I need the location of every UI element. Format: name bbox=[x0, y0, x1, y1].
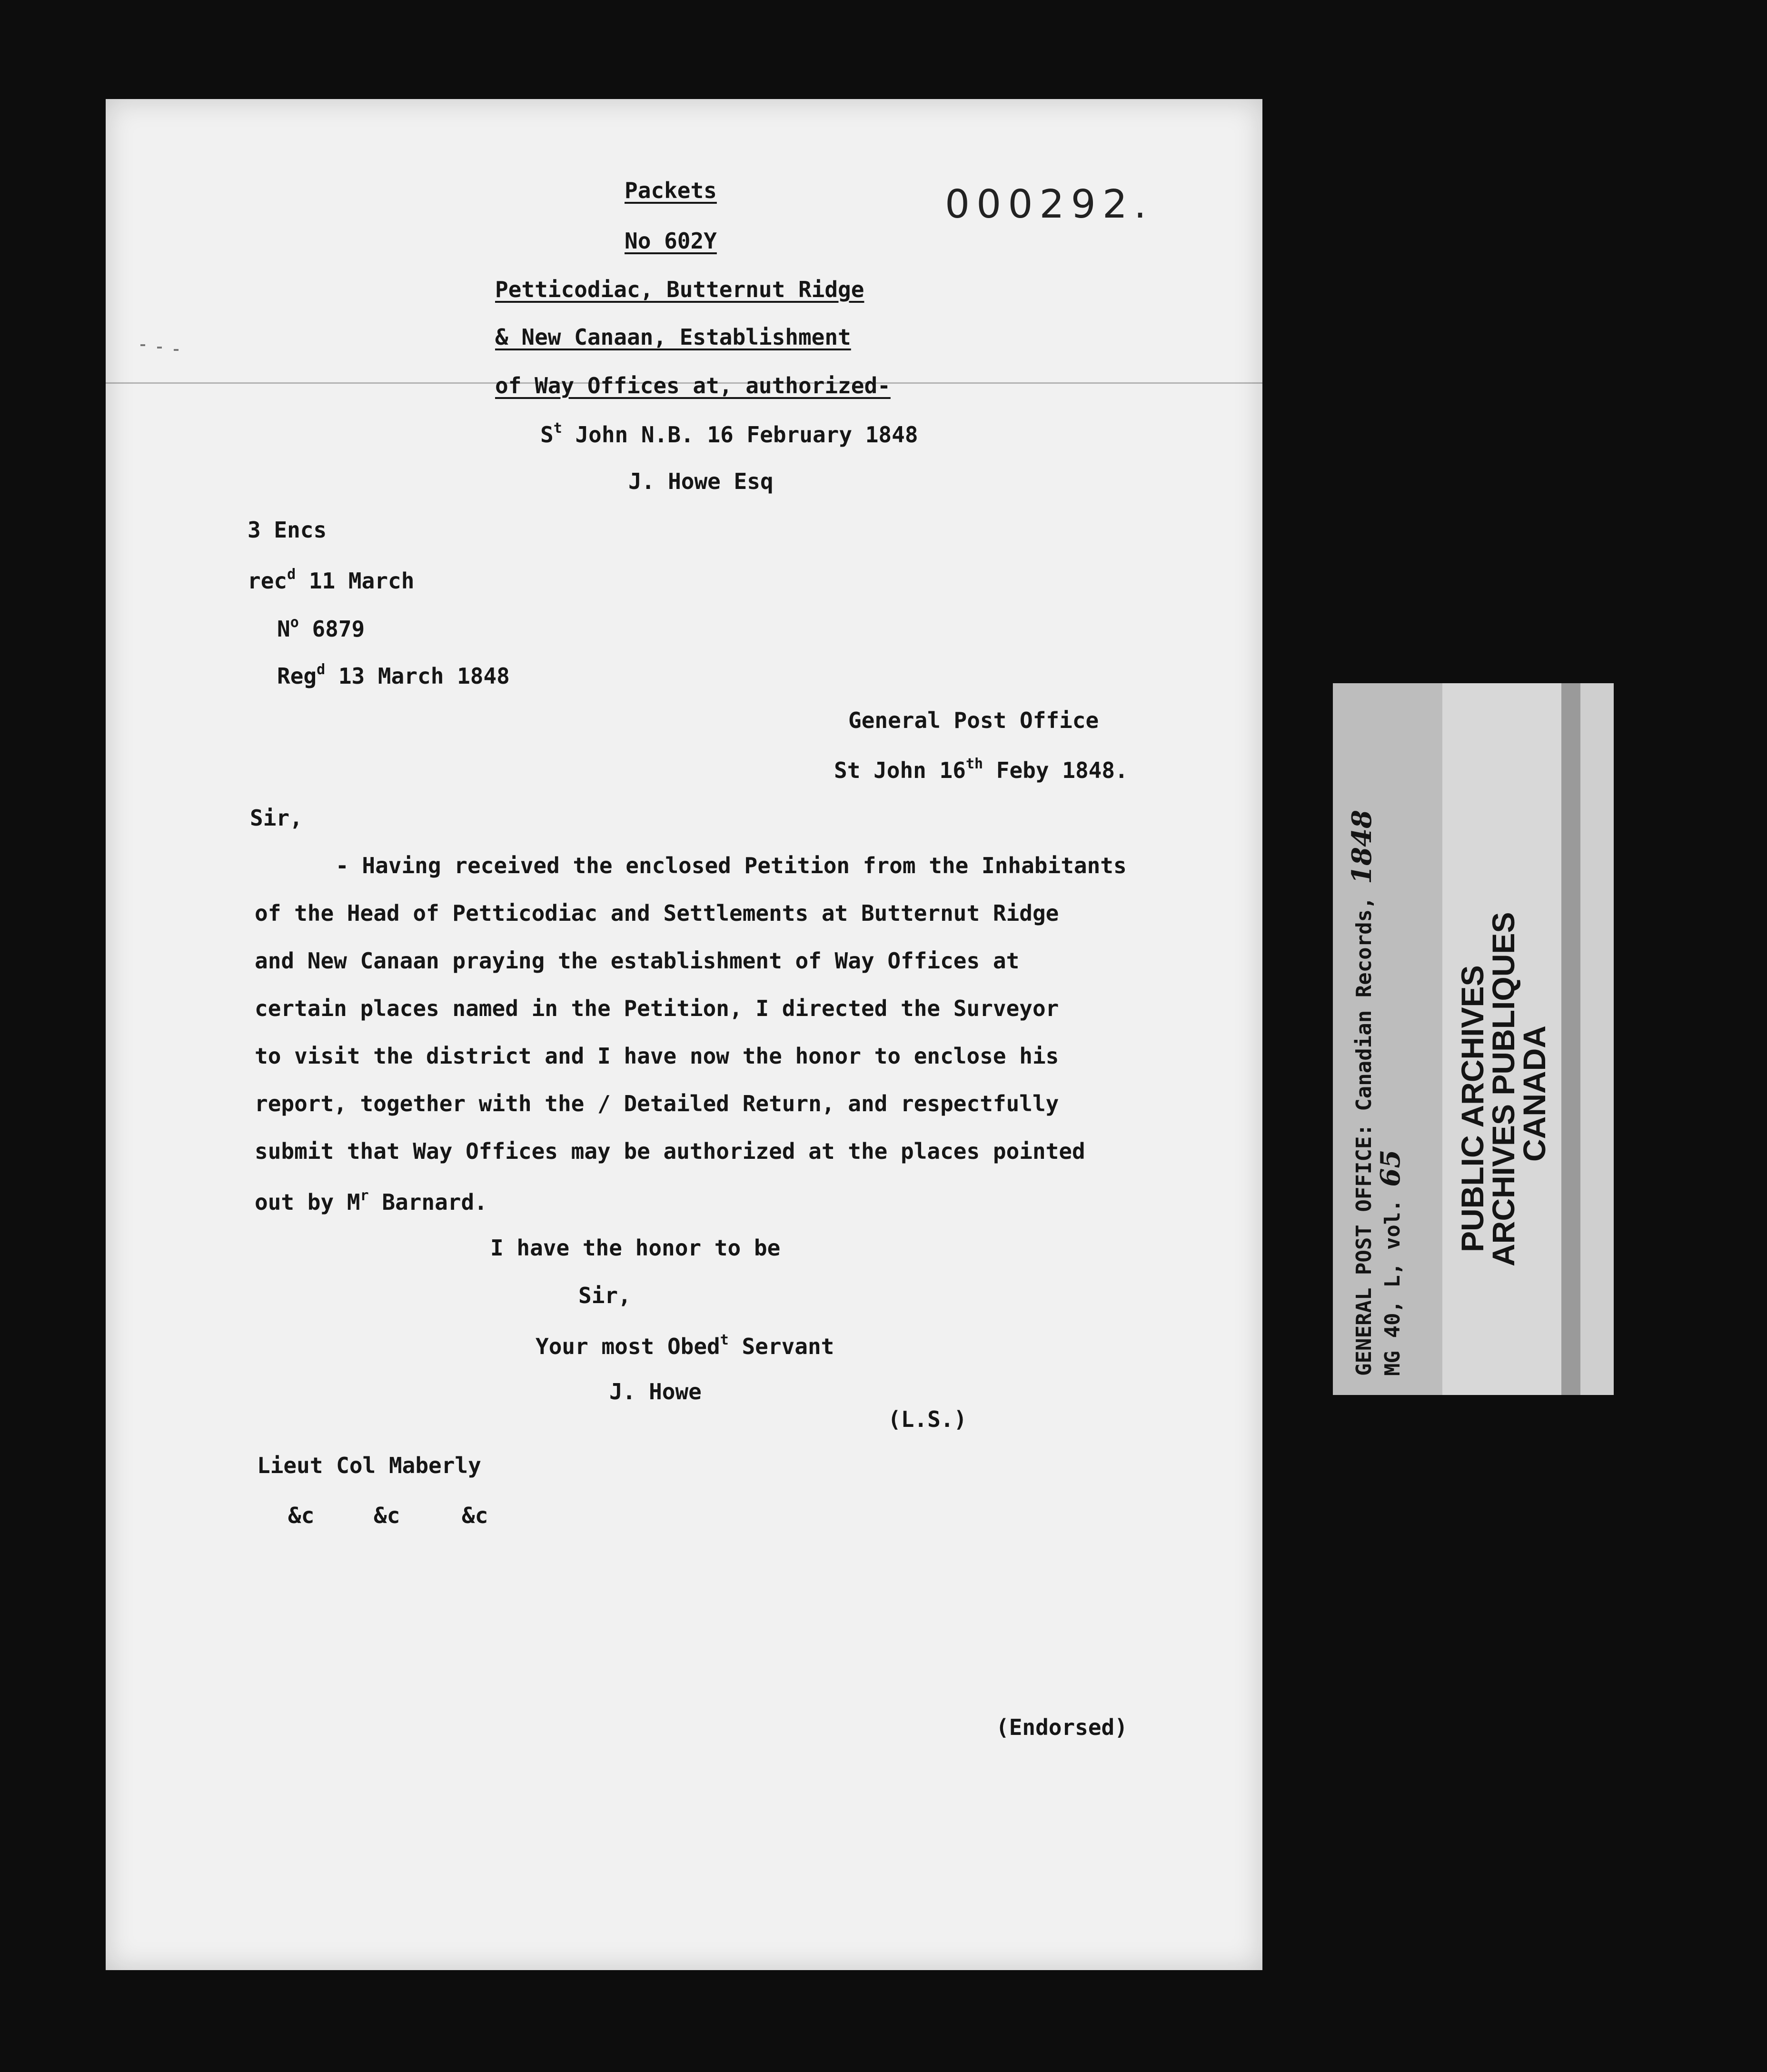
registry-registered: Reg$^d$ 13 March 1848 bbox=[277, 661, 510, 689]
heading-line-1: Petticodiac, Butternut Ridge bbox=[495, 277, 864, 302]
heading-packets: Packets bbox=[625, 178, 717, 203]
label-shadow-band bbox=[1561, 683, 1580, 1395]
closing-line-3: Your most Obed$^t$ Servant bbox=[536, 1332, 834, 1359]
label-record-volume: MG 40, L, vol. 65 bbox=[1375, 1149, 1406, 1376]
body-line: - Having received the enclosed Petition from the Inhabitants bbox=[336, 853, 1127, 878]
recipient-etc: &c bbox=[288, 1503, 315, 1528]
seal-mark: (L.S.) bbox=[888, 1406, 967, 1432]
heading-number: No 602Y bbox=[625, 228, 717, 254]
stamp-canada: CANADA bbox=[1517, 1026, 1552, 1162]
dateline-place: $S^t$ John N.B. 16 February 1848 bbox=[540, 420, 918, 448]
archive-number: 000292. bbox=[945, 182, 1153, 227]
label-record-series: GENERAL POST OFFICE: Canadian Records, 1848 bbox=[1346, 810, 1378, 1376]
closing-line-2: Sir, bbox=[578, 1283, 631, 1308]
heading-line-3: of Way Offices at, authorized- bbox=[495, 373, 891, 398]
body-line: and New Canaan praying the establishment of Way Offices at bbox=[255, 948, 1020, 974]
margin-mark bbox=[140, 344, 145, 346]
margin-mark bbox=[157, 347, 162, 349]
stamp-public-archives: PUBLIC ARCHIVES bbox=[1455, 965, 1490, 1252]
body-line: submit that Way Offices may be authorized at the places pointed bbox=[255, 1138, 1085, 1164]
letter-date: St John 16th Feby 1848. bbox=[834, 756, 1128, 783]
signature: J. Howe bbox=[609, 1379, 702, 1405]
endorsed-note: (Endorsed) bbox=[996, 1714, 1128, 1740]
stamp-archives-publiques: ARCHIVES PUBLIQUES bbox=[1486, 912, 1521, 1266]
body-line: to visit the district and I have now the honor to enclose his bbox=[255, 1043, 1059, 1069]
body-line-last: out by $M^r$ Barnard. bbox=[255, 1187, 487, 1215]
registry-number: $N^o$ 6879 bbox=[277, 614, 365, 642]
label-edge-band bbox=[1580, 683, 1614, 1395]
body-line: report, together with the / Detailed Return, and respectfully bbox=[255, 1091, 1059, 1116]
closing-line-1: I have the honor to be bbox=[490, 1235, 781, 1261]
dateline-addressee: J. Howe Esq bbox=[628, 468, 774, 494]
salutation: Sir, bbox=[250, 805, 303, 831]
registry-received: rec$^d$ 11 March bbox=[248, 566, 415, 594]
registry-encs: 3 Encs bbox=[248, 517, 327, 543]
recipient-name: Lieut Col Maberly bbox=[257, 1453, 481, 1478]
body-line: of the Head of Petticodiac and Settlements at Butternut Ridge bbox=[255, 900, 1059, 926]
body-line: certain places named in the Petition, I directed the Surveyor bbox=[255, 996, 1059, 1021]
recipient-etc: &c bbox=[462, 1503, 488, 1528]
heading-line-2: & New Canaan, Establishment bbox=[495, 324, 851, 350]
letter-office: General Post Office bbox=[848, 707, 1099, 733]
margin-mark bbox=[174, 349, 179, 351]
recipient-etc: &c bbox=[374, 1503, 400, 1528]
